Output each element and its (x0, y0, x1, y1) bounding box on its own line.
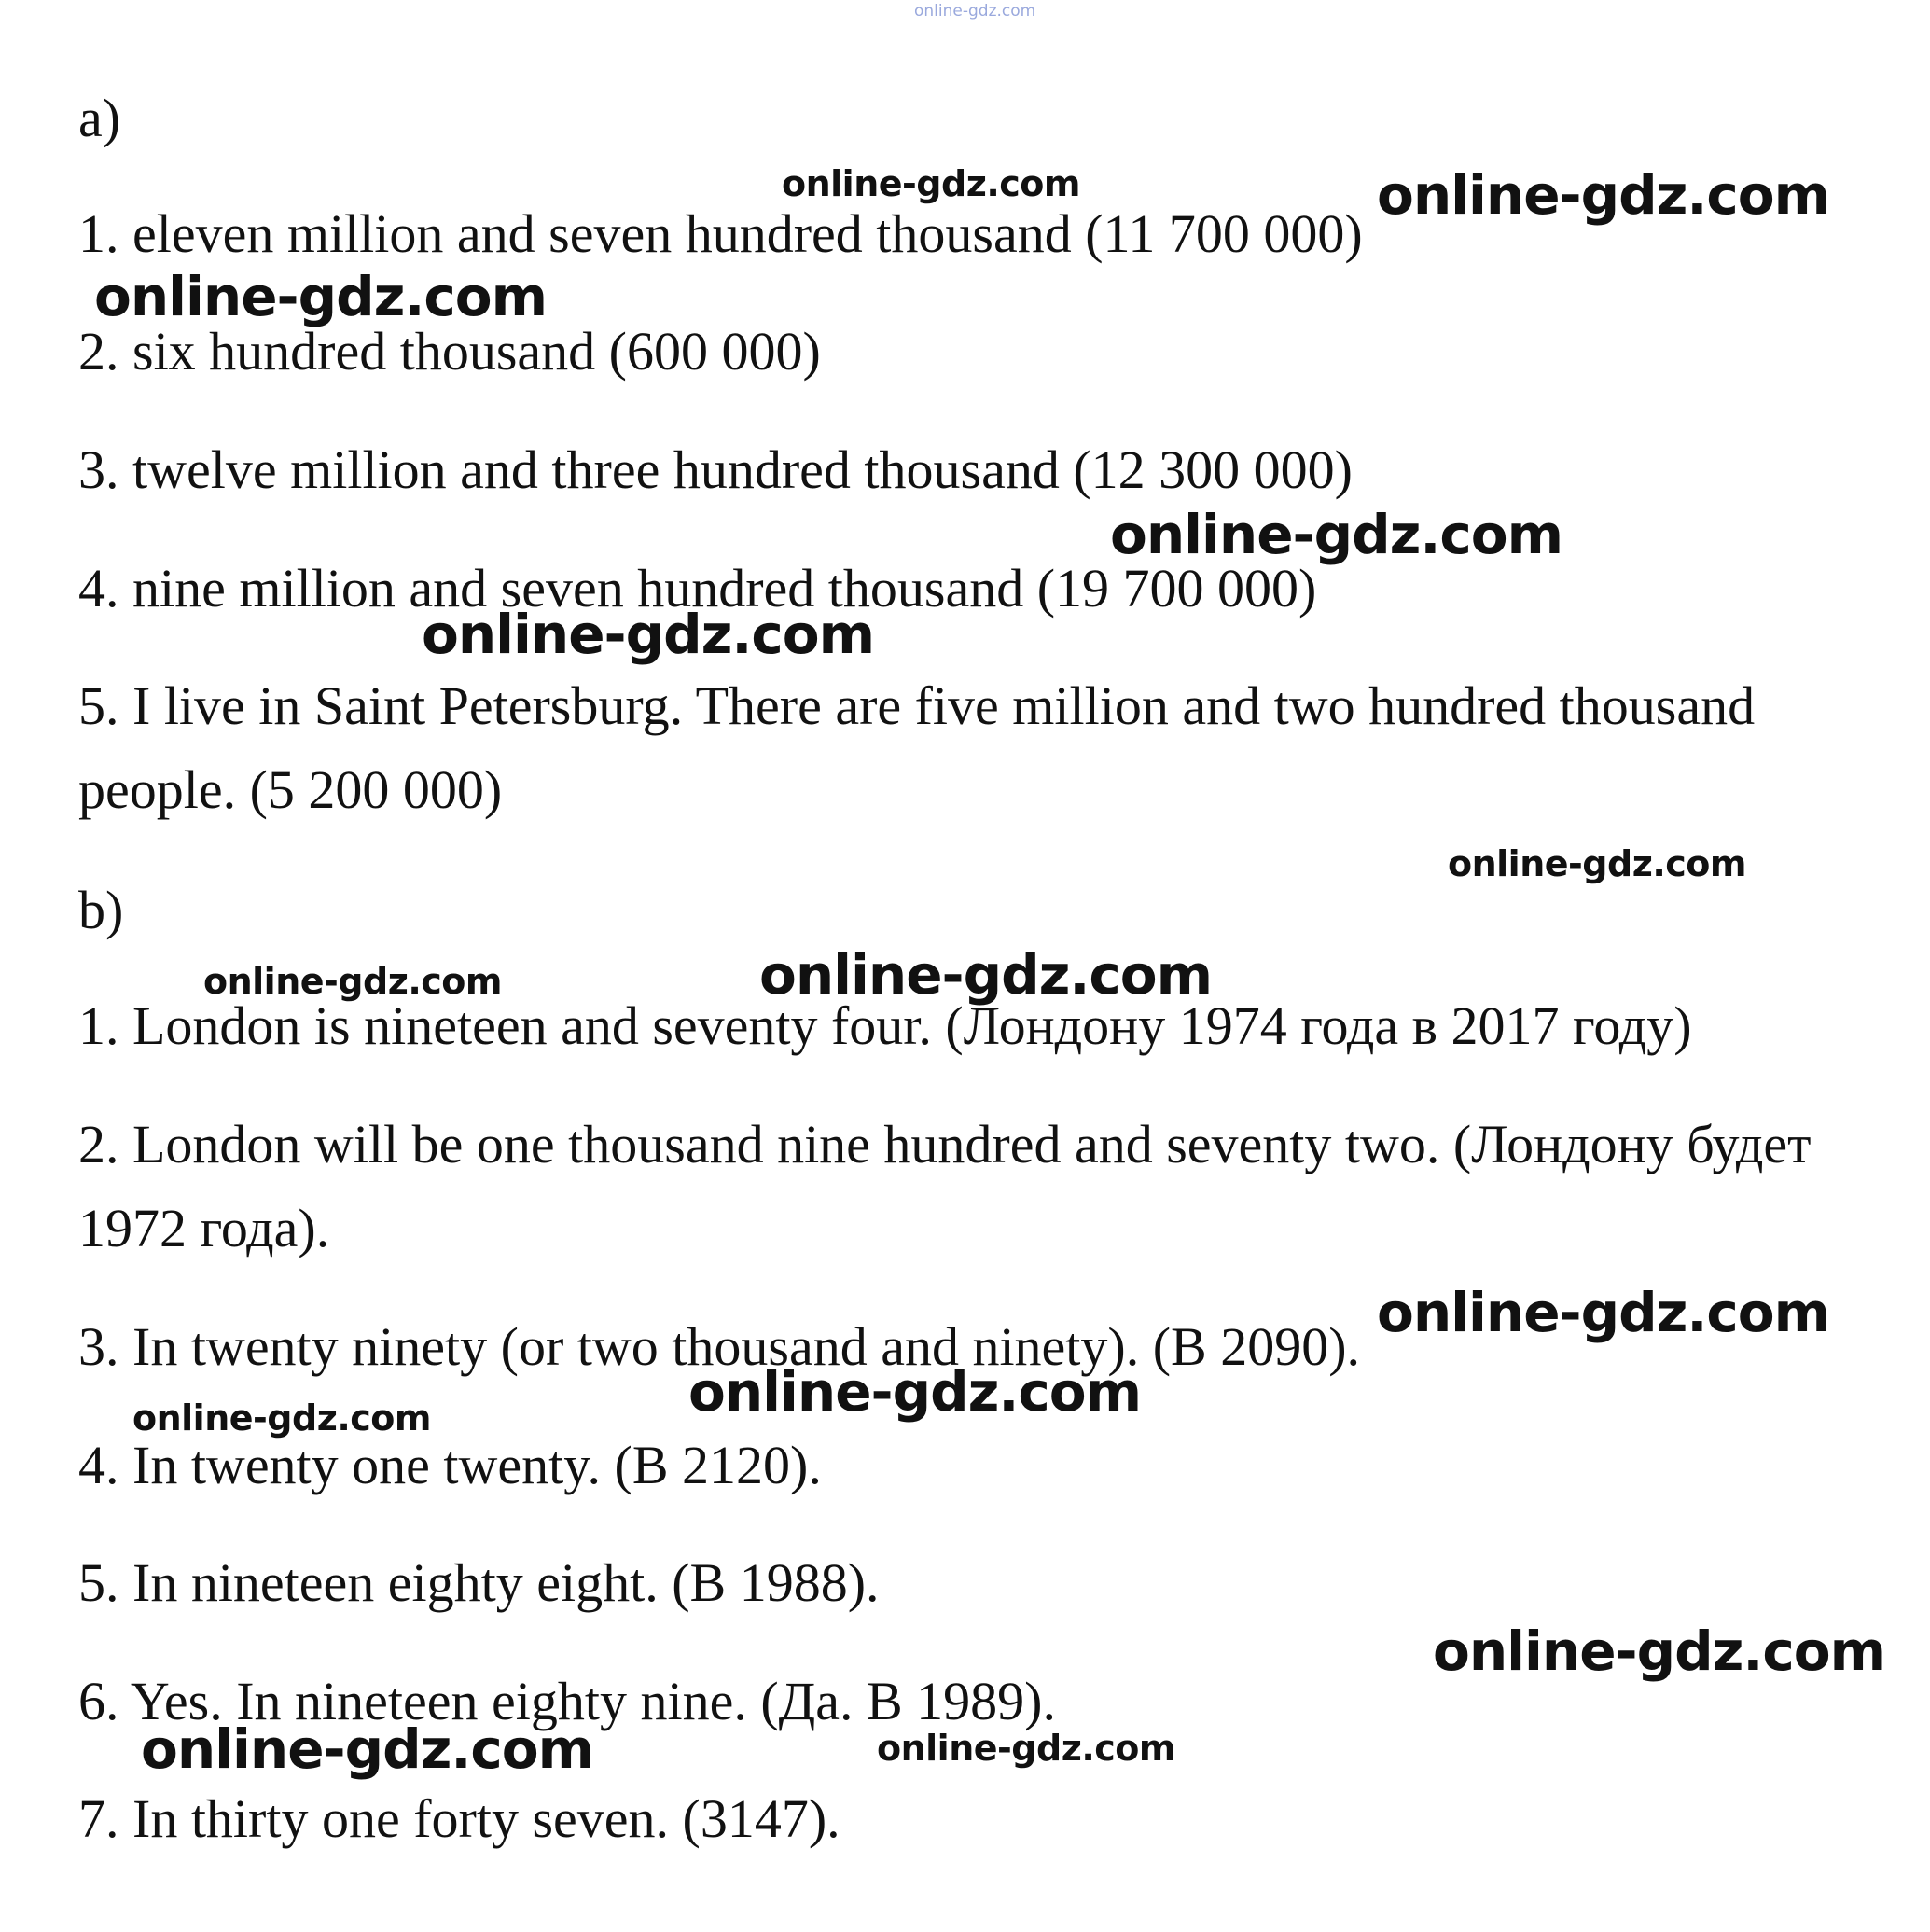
section-b-item-4: 4. In twenty one twenty. (В 2120). (78, 1435, 822, 1495)
section-b-item-7: 7. In thirty one forty seven. (3147). (78, 1788, 840, 1849)
section-b-item-2: 2. London will be one thousand nine hundred and seventy two. (Лондону будет (78, 1114, 1812, 1174)
section-a-item-1: 1. eleven million and seven hundred thousand (11 700 000) (78, 203, 1363, 264)
section-b-item-2-continued: 1972 года). (78, 1198, 330, 1258)
watermark: online-gdz.com (759, 943, 1213, 1007)
watermark: online-gdz.com (422, 603, 875, 666)
watermark: online-gdz.com (1110, 503, 1563, 566)
watermark: online-gdz.com (1377, 1281, 1830, 1344)
section-b-item-5: 5. In nineteen eighty eight. (В 1988). (78, 1552, 880, 1613)
watermark: online-gdz.com (782, 163, 1080, 204)
section-a-item-2: 2. six hundred thousand (600 000) (78, 321, 821, 382)
watermark: online-gdz.com (1377, 163, 1830, 227)
section-b-item-1: 1. London is nineteen and seventy four. (Лондону 1974 года в 2017 году) (78, 995, 1692, 1056)
watermark: online-gdz.com (141, 1717, 594, 1781)
section-a-label: a) (78, 88, 121, 148)
section-b-item-3: 3. In twenty ninety (or two thousand and ninety). (В 2090). (78, 1316, 1361, 1377)
watermark: online-gdz.com (1448, 843, 1746, 884)
section-a-item-4: 4. nine million and seven hundred thousand (19 700 000) (78, 558, 1317, 619)
section-a-item-5: 5. I live in Saint Petersburg. There are five million and two hundred thousand (78, 675, 1756, 736)
watermark: online-gdz.com (688, 1360, 1142, 1424)
section-b-item-6: 6. Yes. In nineteen eighty nine. (Да. В 1989). (78, 1671, 1056, 1731)
section-b-label: b) (78, 880, 124, 940)
watermark-top: online-gdz.com (914, 2, 1036, 21)
watermark: online-gdz.com (132, 1397, 431, 1439)
watermark: online-gdz.com (94, 265, 548, 328)
watermark: online-gdz.com (877, 1728, 1175, 1769)
watermark: online-gdz.com (1433, 1619, 1886, 1683)
watermark: online-gdz.com (203, 961, 502, 1002)
section-a-item-3: 3. twelve million and three hundred thousand (12 300 000) (78, 439, 1353, 500)
section-a-item-5-continued: people. (5 200 000) (78, 759, 503, 820)
